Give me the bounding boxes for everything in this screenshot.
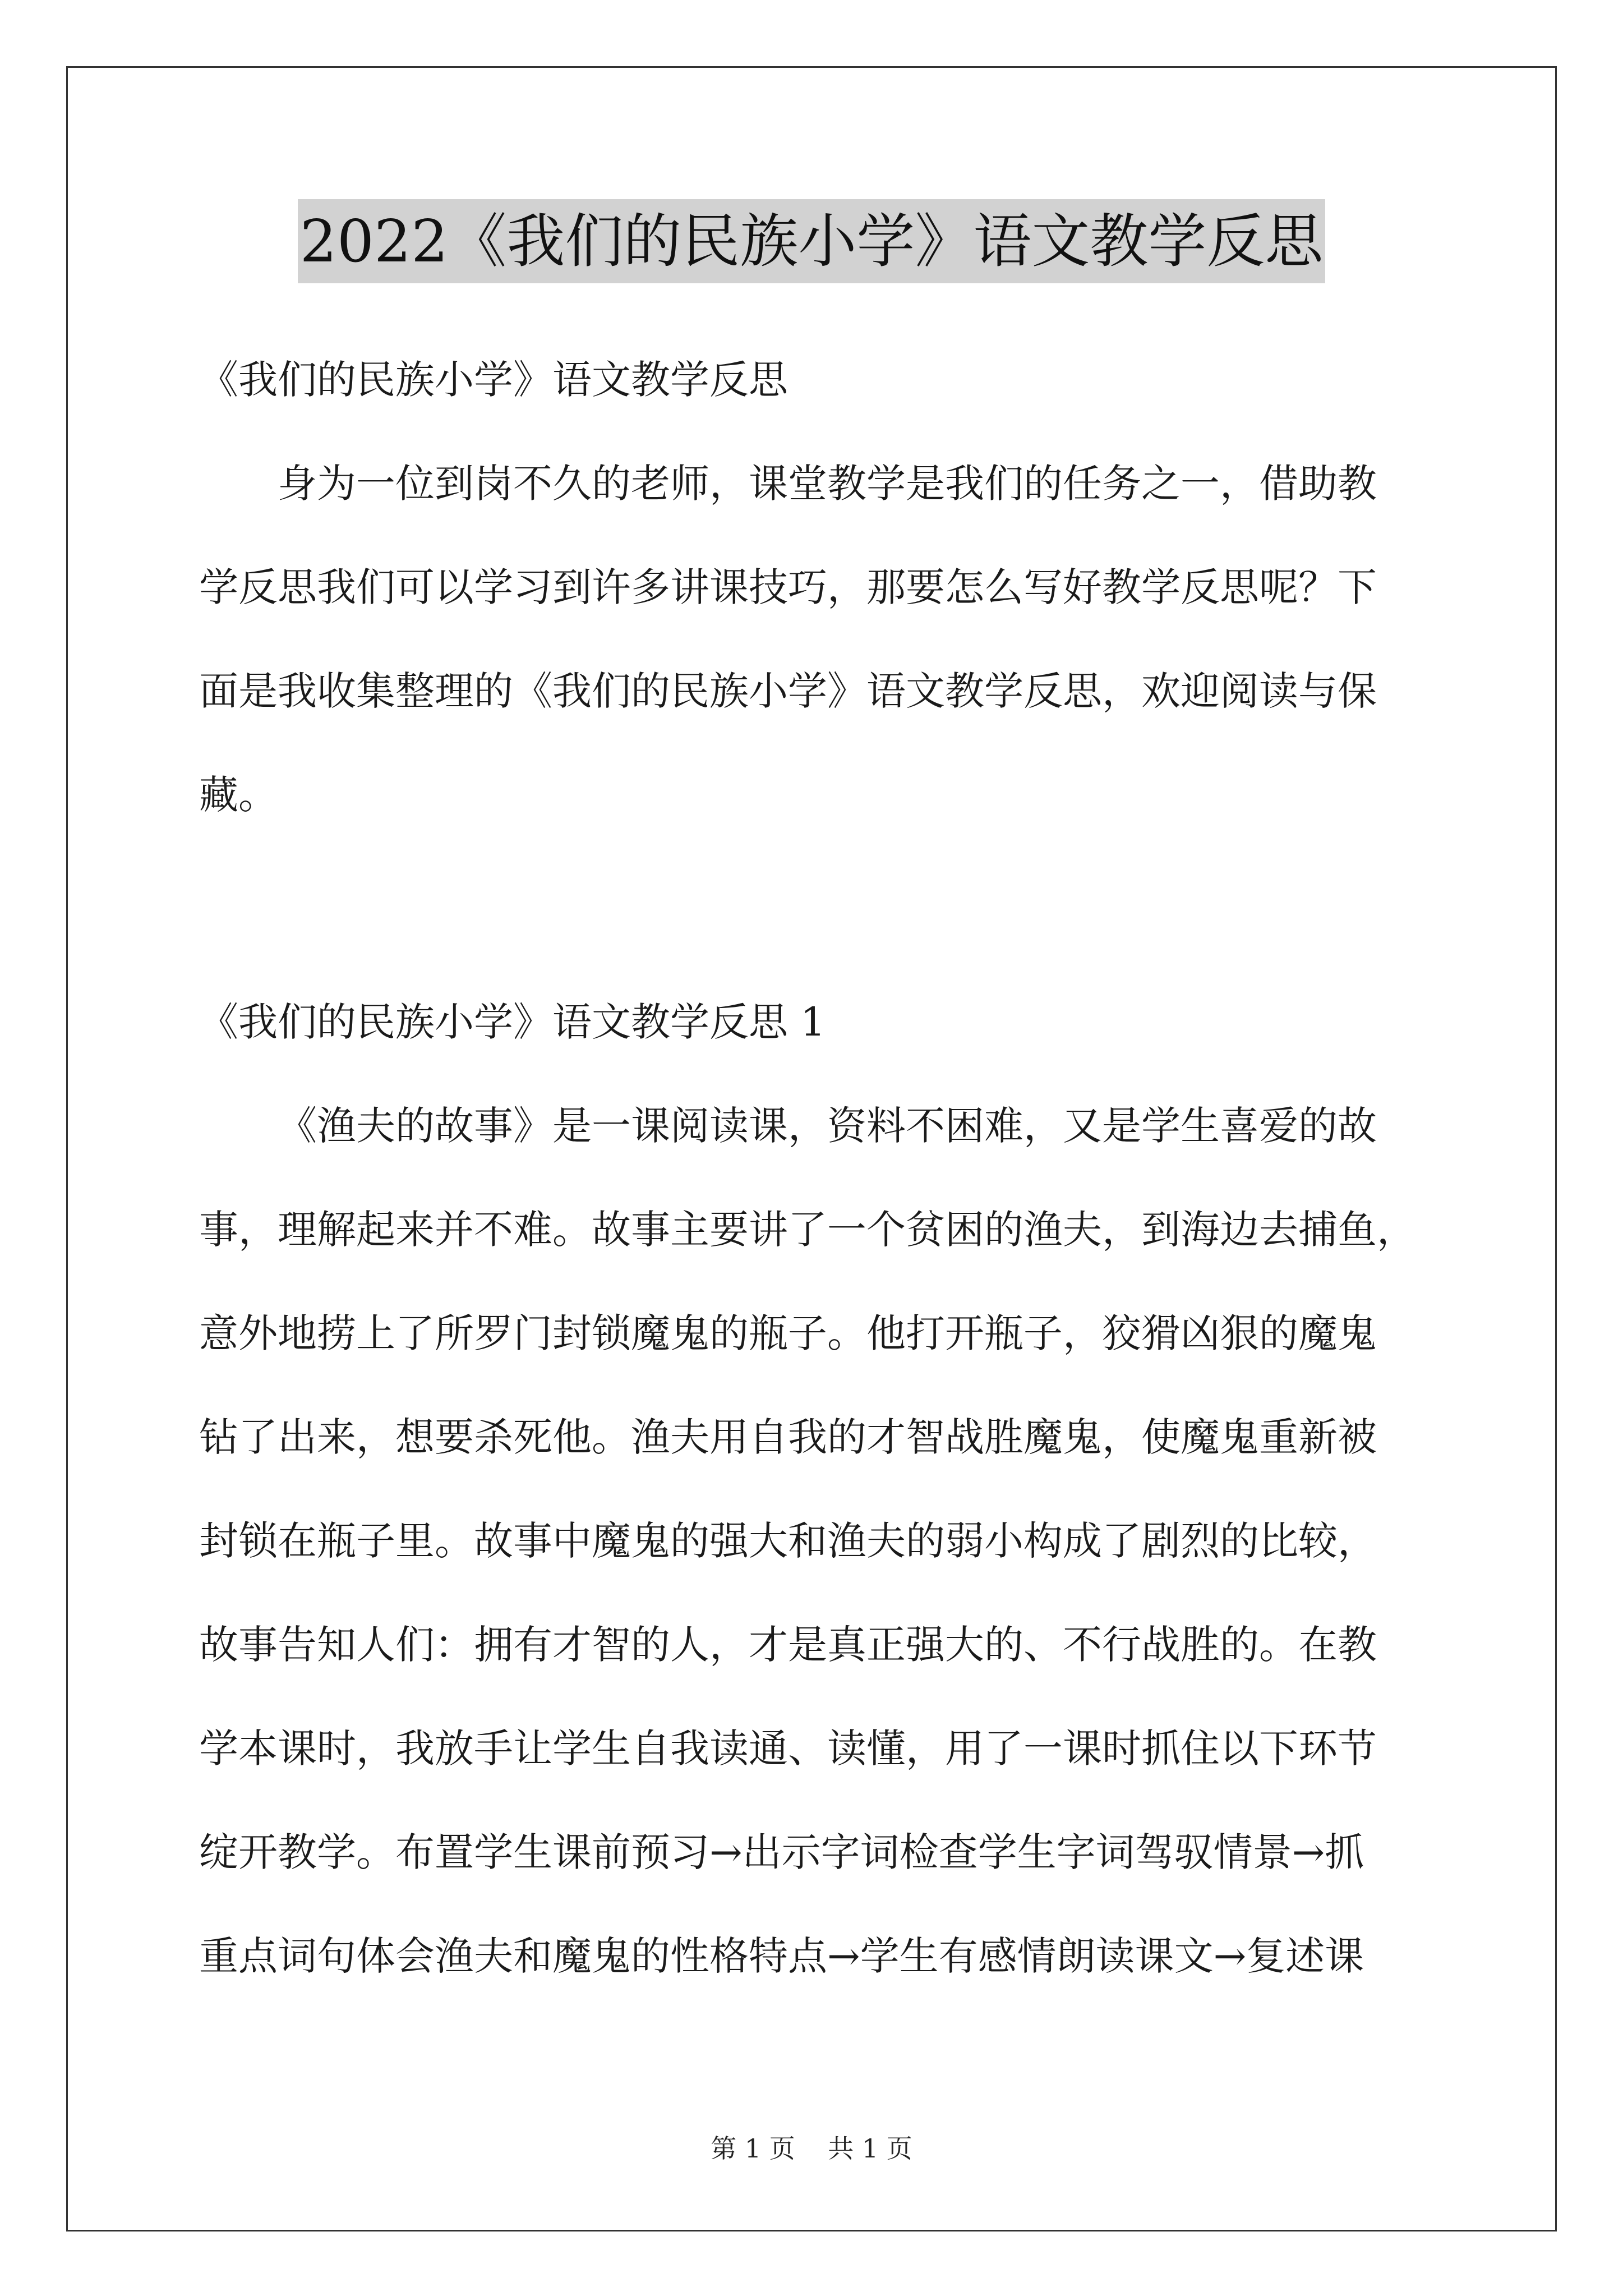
document-title: 2022《我们的民族小学》语文教学反思: [298, 199, 1326, 283]
section-heading: 《我们的民族小学》语文教学反思 1: [199, 999, 826, 1045]
body-line: 《渔夫的故事》是一课阅读课，资料不困难，又是学生喜爱的故: [278, 1103, 1377, 1149]
intro-line: 学反思我们可以学习到许多讲课技巧，那要怎么写好教学反思呢？下: [199, 564, 1377, 610]
body-line: 事，理解起来并不难。故事主要讲了一个贫困的渔夫，到海边去捕鱼，: [199, 1207, 1416, 1253]
body-line: 重点词句体会渔夫和魔鬼的性格特点→学生有感情朗读课文→复述课: [199, 1933, 1364, 1979]
body-line: 故事告知人们：拥有才智的人，才是真正强大的、不行战胜的。在教: [199, 1622, 1377, 1668]
document-subtitle: 《我们的民族小学》语文教学反思: [199, 357, 788, 403]
body-line: 封锁在瓶子里。故事中魔鬼的强大和渔夫的弱小构成了剧烈的比较，: [199, 1518, 1377, 1564]
body-line: 绽开教学。布置学生课前预习→出示字词检查学生字词驾驭情景→抓: [199, 1829, 1364, 1875]
intro-line: 面是我收集整理的《我们的民族小学》语文教学反思，欢迎阅读与保: [199, 668, 1377, 714]
intro-line: 身为一位到岗不久的老师，课堂教学是我们的任务之一，借助教: [278, 461, 1377, 507]
intro-line: 藏。: [199, 772, 278, 818]
title-area: [0, 199, 1623, 283]
page-footer: 第 1 页 共 1 页: [711, 2133, 912, 2164]
body-line: 学本课时，我放手让学生自我读通、读懂，用了一课时抓住以下环节: [199, 1726, 1377, 1772]
body-line: 意外地捞上了所罗门封锁魔鬼的瓶子。他打开瓶子，狡猾凶狠的魔鬼: [199, 1310, 1377, 1356]
body-line: 钻了出来，想要杀死他。渔夫用自我的才智战胜魔鬼，使魔鬼重新被: [199, 1414, 1377, 1460]
